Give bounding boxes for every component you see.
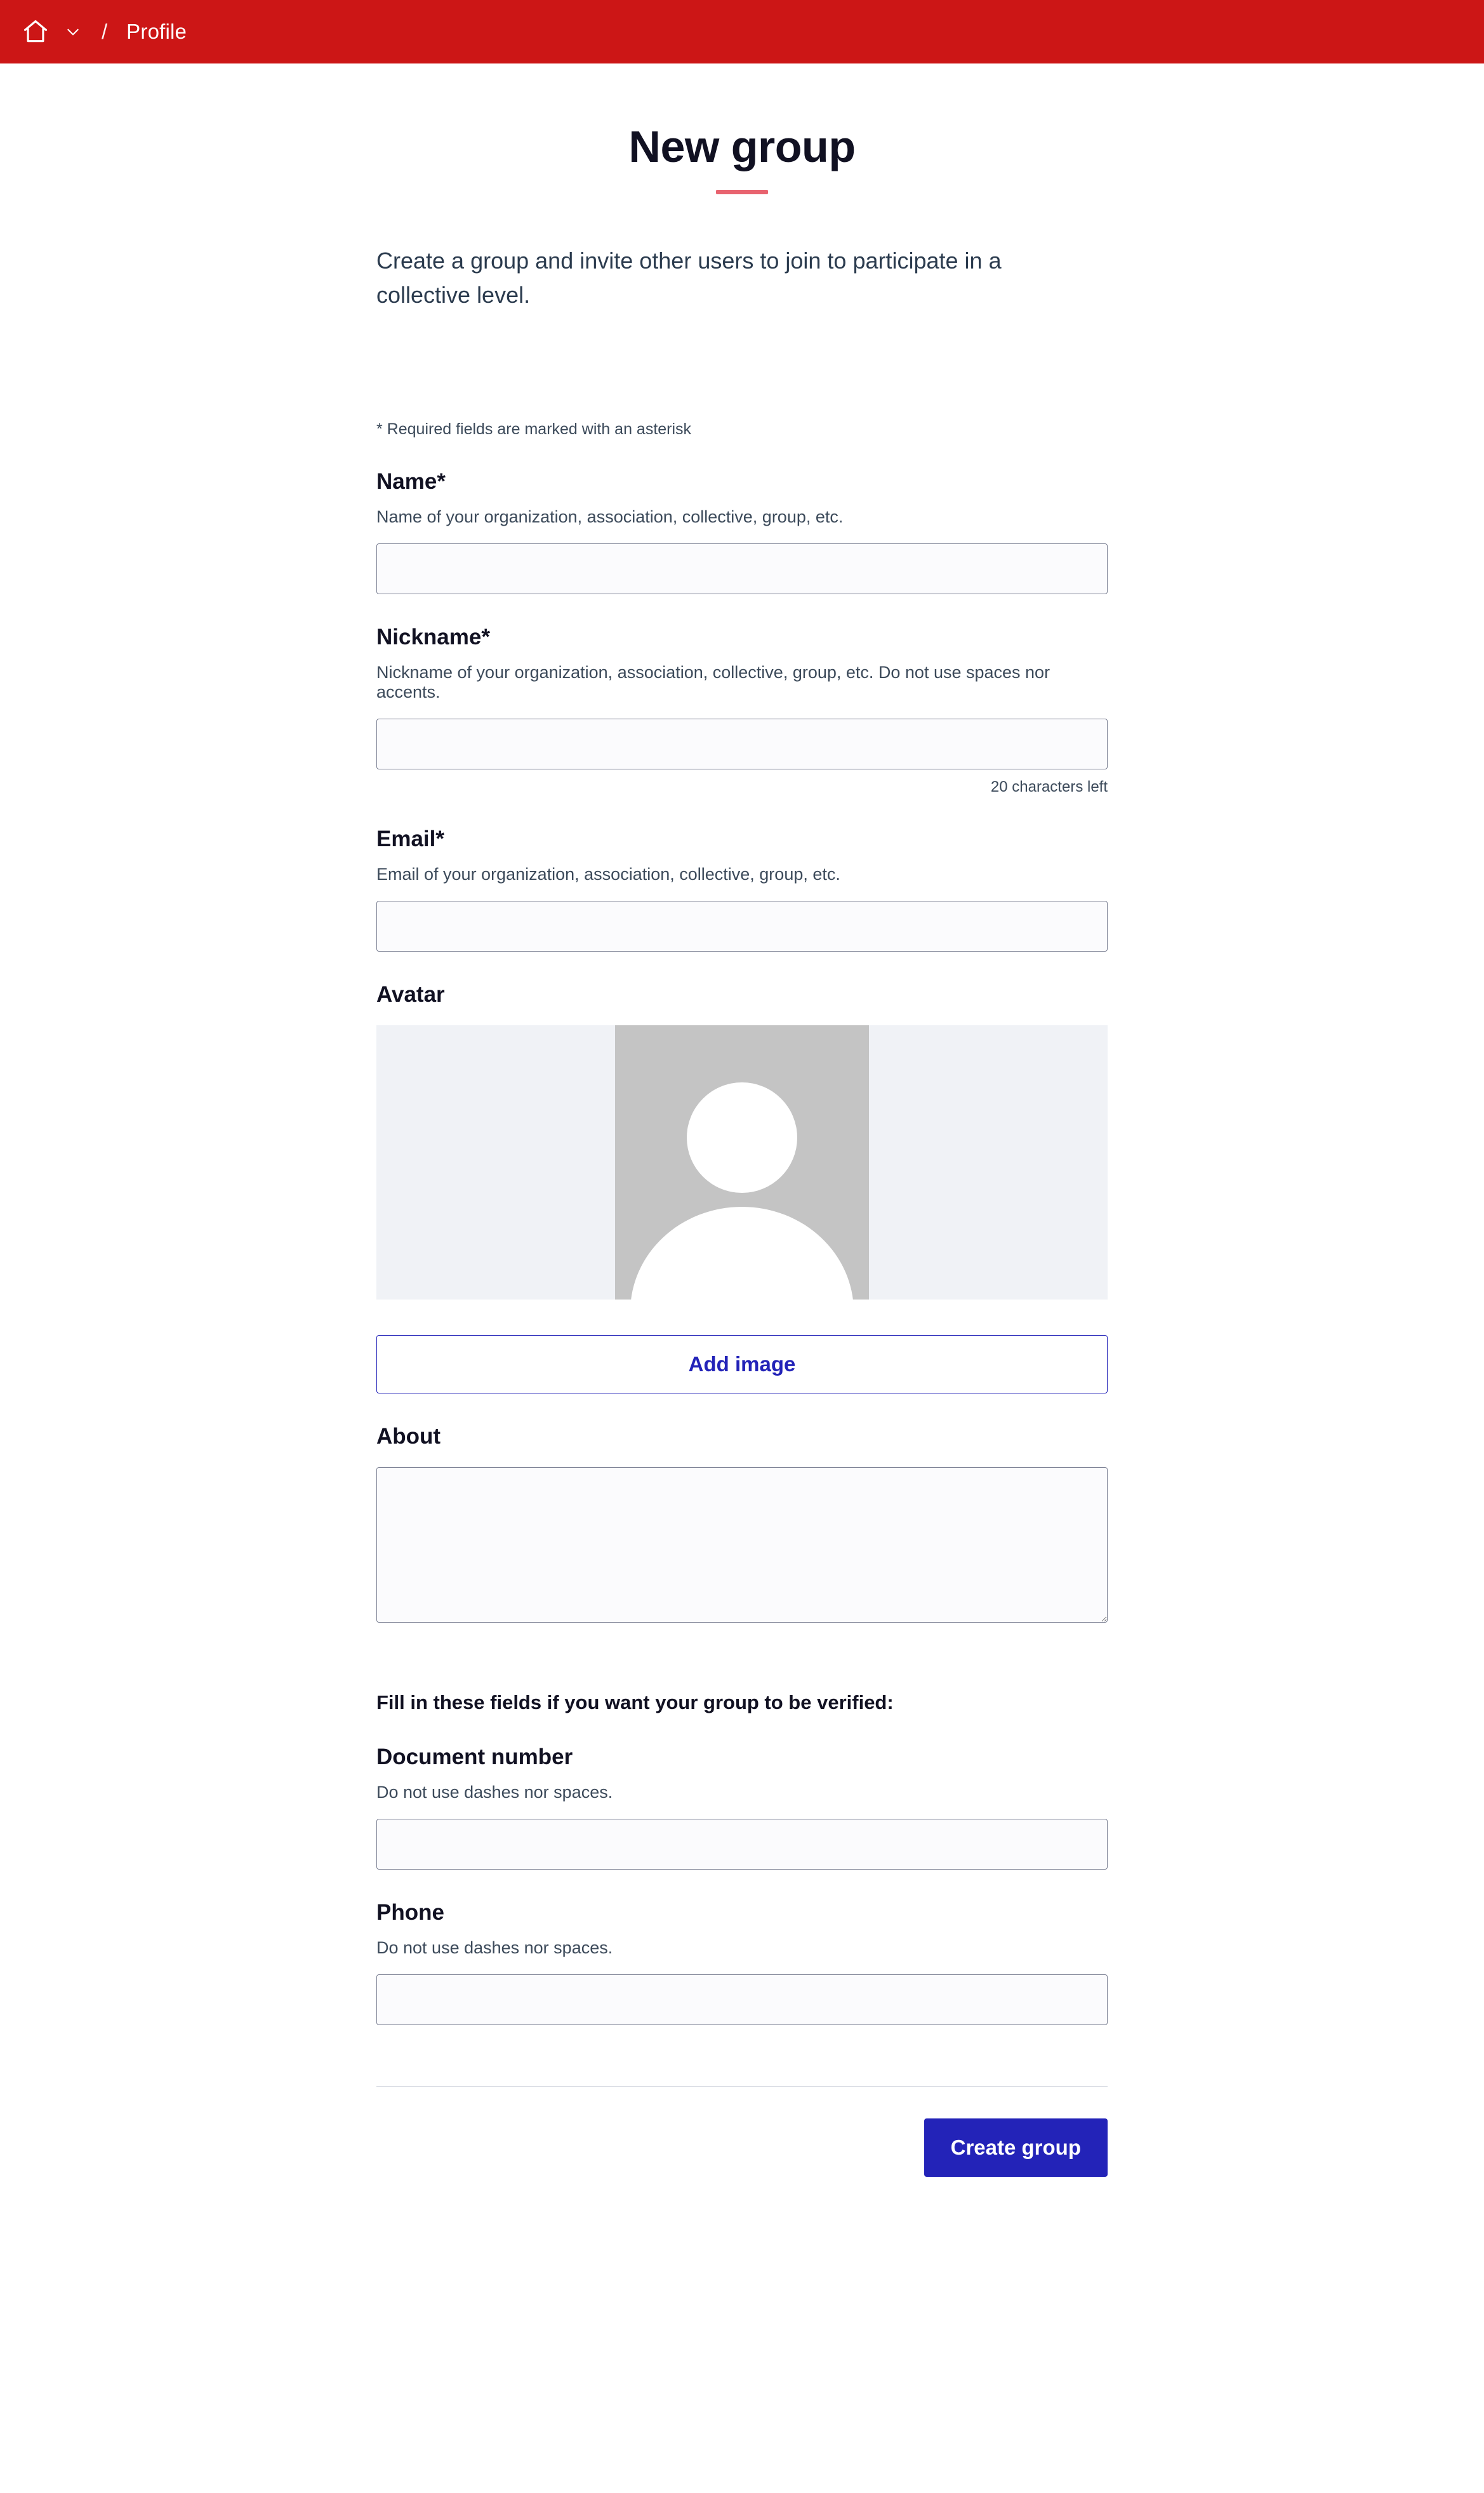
field-nickname-help: Nickname of your organization, association, collective, group, etc. Do not use spaces nor accents.	[376, 662, 1050, 701]
field-nickname-label: Nickname*	[376, 624, 490, 649]
field-name-help: Name of your organization, association, collective, group, etc.	[376, 507, 844, 526]
page-title: New group	[628, 122, 856, 171]
field-name-label: Name*	[376, 469, 446, 494]
user-avatar-placeholder-icon	[615, 1025, 869, 1300]
home-icon[interactable]	[19, 15, 52, 48]
nickname-input[interactable]	[376, 719, 1108, 769]
document-number-input[interactable]	[376, 1819, 1108, 1870]
avatar-body-shape	[630, 1207, 854, 1300]
create-group-button[interactable]: Create group	[924, 2118, 1108, 2177]
field-nickname	[376, 625, 1108, 796]
add-image-button[interactable]: Add image	[376, 1335, 1108, 1393]
page-content	[0, 63, 1484, 2253]
field-email	[376, 827, 1108, 952]
field-avatar-label: Avatar	[376, 981, 445, 1007]
field-phone-help: Do not use dashes nor spaces.	[376, 1938, 613, 1957]
field-phone	[376, 1900, 1108, 2025]
field-email-help: Email of your organization, association, collective, group, etc.	[376, 864, 840, 884]
top-navigation-bar	[0, 0, 1484, 63]
about-textarea[interactable]	[376, 1467, 1108, 1623]
email-input[interactable]	[376, 901, 1108, 952]
phone-input[interactable]	[376, 1974, 1108, 2025]
field-avatar	[376, 982, 1108, 1393]
page-intro-text: Create a group and invite other users to join to participate in a collective level.	[376, 247, 1002, 308]
field-document-number	[376, 1745, 1108, 1870]
form-divider	[376, 2086, 1108, 2087]
form-container	[376, 124, 1108, 2253]
title-underline-decoration	[716, 190, 768, 194]
breadcrumb-current: Profile	[126, 20, 187, 43]
field-document-number-help: Do not use dashes nor spaces.	[376, 1782, 613, 1802]
nickname-character-counter: 20 characters left	[990, 778, 1108, 795]
form-actions	[376, 2118, 1108, 2253]
name-input[interactable]	[376, 543, 1108, 594]
verification-note: Fill in these fields if you want your group to be verified:	[376, 1691, 894, 1713]
field-name	[376, 469, 1108, 594]
field-phone-label: Phone	[376, 1899, 444, 1925]
field-email-label: Email*	[376, 826, 444, 851]
field-document-number-label: Document number	[376, 1744, 573, 1769]
chevron-down-icon[interactable]	[63, 22, 83, 41]
field-about	[376, 1424, 1108, 1623]
required-fields-note: * Required fields are marked with an asterisk	[376, 420, 692, 438]
field-about-label: About	[376, 1423, 441, 1449]
avatar-head-shape	[687, 1082, 797, 1193]
breadcrumb-separator: /	[102, 20, 108, 43]
avatar-preview	[376, 1025, 1108, 1300]
